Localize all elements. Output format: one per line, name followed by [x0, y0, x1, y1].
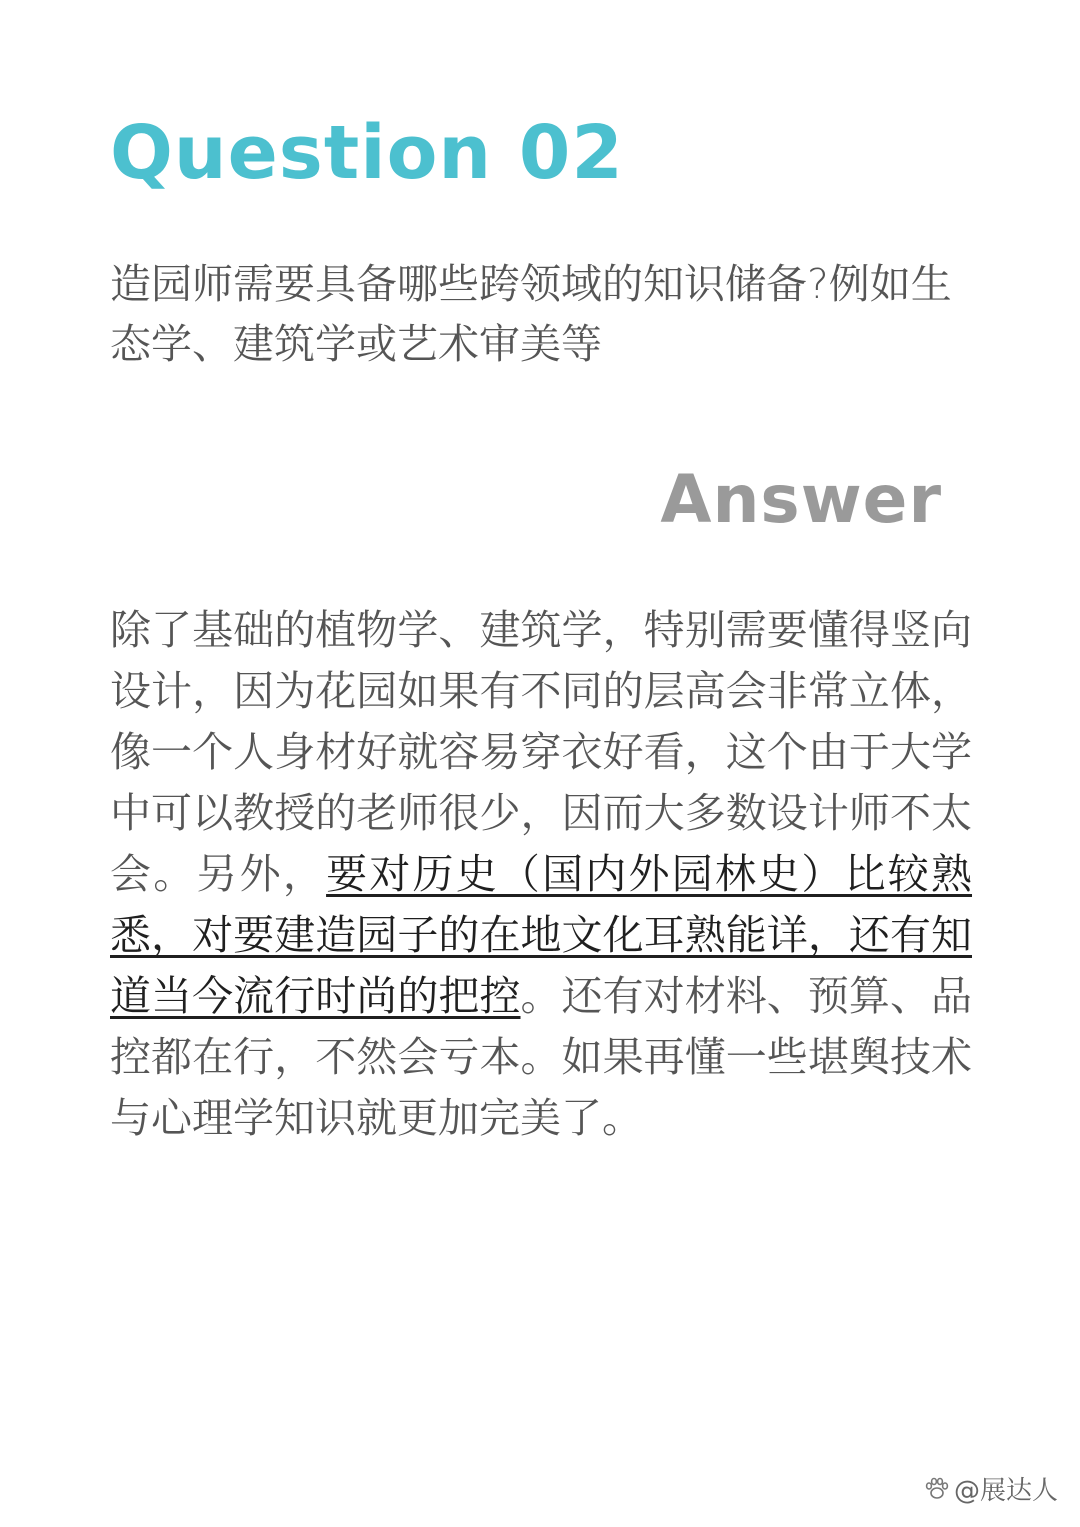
answer-body-emphasis: 要对历史（国内外园林史）比较熟悉，对要建造园子的在地文化耳熟能详，还有知道当今流行时尚的把控 — [110, 850, 973, 1020]
paw-icon — [924, 1477, 950, 1501]
answer-heading: Answer — [660, 461, 942, 538]
question-heading: Question 02 — [110, 110, 624, 196]
watermark-text: @展达人 — [953, 1476, 1058, 1506]
answer-body-part1: 除了基础的植物学、建筑学，特别需要懂得竖向设计，因为花园如果有不同的层高会非常立体，像一个人身材好就容易穿衣好看，这个由于大学中可以教授的老师很少，因而大多数设计师不太会。另外， — [110, 606, 972, 898]
answer-body-part2: 。还有对材料、预算、品控都在行，不然会亏本。如果再懂一些堪舆技术与心理学知识就更加完美了。 — [110, 972, 972, 1142]
watermark — [924, 1470, 1058, 1507]
question-text: 造园师需要具备哪些跨领域的知识储备?例如生态学、建筑学或艺术审美等 — [110, 260, 952, 368]
answer-body — [110, 600, 972, 1149]
